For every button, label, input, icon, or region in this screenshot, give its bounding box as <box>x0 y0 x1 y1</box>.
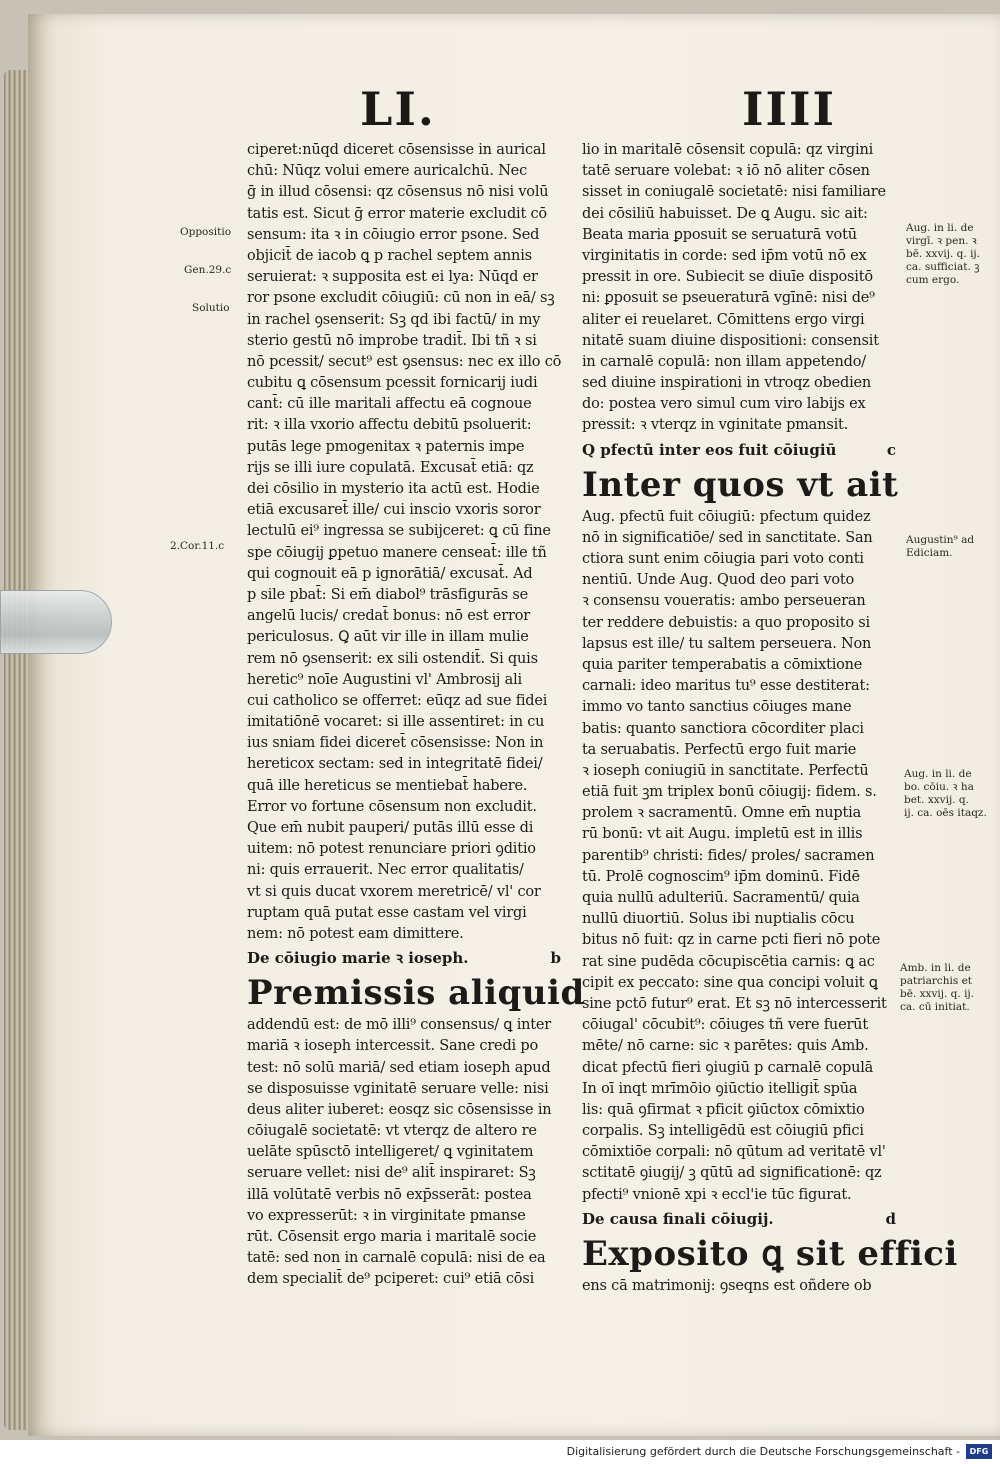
text-line: sctitatē ꝯiugij/ ꝫ qūtū ad significationē: qz <box>582 1165 882 1182</box>
text-line: ꝛ ioseph coniugiū in sanctitate. Perfectū <box>582 762 869 779</box>
bookmark-clip <box>0 590 112 654</box>
dfg-logo: DFG <box>966 1444 992 1459</box>
text-line: corpalis. Sꝫ intelligēdū est cōiugiū pfici <box>582 1123 864 1140</box>
text-line: seruare vellet: nisi de⁹ alit̄ inspiraret: Sꝫ <box>247 1165 536 1182</box>
text-line: lectulū ei⁹ ingressa se subijceret: ꝗ cū fine <box>247 523 551 540</box>
section-heading <box>247 945 569 971</box>
margin-note-right <box>904 768 987 820</box>
text-line: Aug. pfectū fuit cōiugiū: pfectum quidez <box>582 508 871 525</box>
text-line: sisset in coniugalē societatē: nisi familiare <box>582 184 886 201</box>
text-line: nō pcessit/ secut⁹ est ꝯsensus: nec ex illo cō <box>247 353 562 370</box>
margin-note-line: ca. cū initiat. <box>900 1001 970 1013</box>
text-line: qui cognouit eā p ignorātiā/ excusat̄. Ad <box>247 565 533 582</box>
text-line: se disposuisse vginitatē seruare velle: nisi <box>247 1080 549 1097</box>
section-heading-text: De cōiugio marie ꝛ ioseph. <box>247 949 469 968</box>
text-line: cui catholico se offerret: eūqz ad sue fidei <box>247 692 548 709</box>
footer-bar <box>0 1440 1000 1464</box>
text-line: periculosus. Ꝗ aūt vir ille in illam mulie <box>247 629 529 646</box>
text-line: test: nō solū mariā/ sed etiam ioseph apud <box>247 1059 551 1076</box>
text-line: dem specialit̄ de⁹ pciperet: cui⁹ etiā cōsi <box>247 1271 535 1288</box>
text-line: bitus nō fuit: qz in carne pcti fieri nō pote <box>582 932 881 949</box>
text-line: ꝛ consensu voueratis: ambo perseueran <box>582 593 866 610</box>
text-line: cōiugal' cōcubit⁹: cōiuges tñ vere fuerūt <box>582 1017 868 1034</box>
text-line: batis: quanto sanctiora cōcorditer placi <box>582 720 864 737</box>
text-line: prolem ꝛ sacramentū. Omne em̄ nuptia <box>582 805 862 822</box>
text-line: vt si quis ducat vxorem meretricē/ vl' cor <box>247 883 541 900</box>
folio-left: LI. <box>360 82 436 136</box>
text-line: ruptam quā putat esse castam vel virgi <box>247 904 527 921</box>
footer-credit: Digitalisierung gefördert durch die Deutsche Forschungsgemeinschaft - <box>566 1445 960 1458</box>
text-line: cubitu ꝗ cōsensum pcessit fornicarij iudi <box>247 375 538 392</box>
text-line: chū: Nūqz volui emere auricalchū. Nec <box>247 163 527 180</box>
margin-note-left: Oppositio <box>180 226 232 238</box>
text-line: cant̄: cū ille maritali affectu eā cognoue <box>247 396 532 413</box>
text-line: vo expresserūt: ꝛ in virginitate pmanse <box>247 1207 526 1224</box>
margin-note-line: Aug. in li. de <box>904 768 972 780</box>
margin-note-left: 2.Cor.11.c <box>170 540 225 552</box>
text-line: mēte/ nō carne: sic ꝛ parētes: quis Amb. <box>582 1038 869 1055</box>
margin-note-line: Ediciam. <box>906 547 953 559</box>
text-line: ctiora sunt enim cōiugia pari voto conti <box>582 551 864 567</box>
text-line: nem: nō potest eam dimittere. <box>247 925 464 942</box>
margin-note-line: Augustin⁹ ad <box>906 534 975 546</box>
section-heading-text: Q pfectū inter eos fuit cōiugiū <box>582 440 837 459</box>
text-line: nullū diuortiū. Solus ibi nuptialis cōcu <box>582 911 855 928</box>
text-line: rūt. Cōsensit ergo maria i maritalē socie <box>247 1229 537 1245</box>
text-line: lio in maritalē cōsensit copulā: qz virgini <box>582 142 874 158</box>
margin-note-line: ca. sufficiat. ꝫ <box>906 261 980 273</box>
margin-note-line: virgī. ꝛ pen. ꝛ <box>906 235 977 247</box>
text-line: rat sine pudēda cōcupiscētia carnis: ꝗ ac <box>582 953 875 970</box>
text-line: pressit: ꝛ vterqz in vginitate pmansit. <box>582 417 849 434</box>
margin-note-left: Solutio <box>192 302 230 314</box>
section-letter: b <box>550 949 561 968</box>
left-text-column <box>247 140 585 1291</box>
text-line: ni: ꝑposuit se pseueraturā vgīnē: nisi de⁹ <box>582 290 875 307</box>
text-line: nō in significatiōe/ sed in sanctitate. San <box>582 529 873 546</box>
text-line: ter reddere debuistis: a quo proposito si <box>582 614 870 631</box>
text-line: parentib⁹ christi: fides/ proles/ sacramen <box>582 847 875 864</box>
margin-note-line: bē. xxvij. q. ij. <box>906 248 981 260</box>
text-line: dicat pfectū fieri ꝯiugiū p carnalē copulā <box>582 1059 874 1076</box>
section-heading-text: De causa finali cōiugij. <box>582 1209 774 1228</box>
margin-note-line: ij. ca. oēs itaqz. <box>904 807 987 819</box>
text-line: heretic⁹ noīe Augustini vl' Ambrosij ali <box>247 671 522 688</box>
margin-note-right <box>906 222 980 287</box>
section-initial-line: Exposito ꝗ sit effici <box>582 1233 958 1274</box>
section-heading <box>582 1206 904 1232</box>
text-line: angelū lucis/ credat̄ bonus: nō est error <box>247 608 530 625</box>
margin-note-line: Amb. in li. de <box>900 962 971 974</box>
text-line: cipit ex peccato: sine qua concipi voluit ꝗ <box>582 974 878 991</box>
text-line: lapsus est ille/ tu saltem perseuera. Non <box>582 635 872 652</box>
text-line: uitem: nō potest renunciare priori ꝯditio <box>247 841 536 858</box>
text-line: quia pariter temperabatis a cōmixtione <box>582 656 863 673</box>
text-line: immo vo tanto sanctius cōiuges mane <box>582 699 852 716</box>
section-letter: d <box>885 1209 896 1228</box>
text-line: carnali: ideo maritus tu⁹ esse destiterat: <box>582 678 870 695</box>
text-line: Beata maria ꝑposuit se seruaturā votū <box>582 226 857 243</box>
text-line: quia nullū adulteriū. Sacramentū/ quia <box>582 890 860 906</box>
text-line: rū bonū: vt ait Augu. impletū est in illis <box>582 826 863 843</box>
text-line: ni: quis errauerit. Nec error qualitatis/ <box>247 862 524 879</box>
text-line: sterio gestū nō improbe tradit̄. Ibi tñ ꝛ si <box>247 332 537 349</box>
text-line: rem nō ꝯsenserit: ex sili ostendit̄. Si quis <box>247 650 538 667</box>
section-letter: c <box>886 440 896 459</box>
text-line: virginitatis in corde: sed ip̄m votū nō ex <box>582 247 867 264</box>
text-line: in rachel ꝯsenserit: Sꝫ qd ibi factū/ in my <box>247 311 541 328</box>
section-heading <box>582 437 904 463</box>
text-line: tatis est. Sicut ḡ error materie excludit cō <box>247 205 547 222</box>
text-line: aliter ei reuelaret. Cōmittens ergo virgi <box>582 311 865 328</box>
text-line: nitatē suam diuine dispositioni: consensit <box>582 332 879 349</box>
section-initial-line: Inter quos vt ait <box>582 464 899 505</box>
text-line: p sile pbat̄: Si em̄ diabol⁹ trāsfigurās se <box>247 586 529 603</box>
folio-right: IIII <box>742 82 837 136</box>
text-line: ta seruabatis. Perfectū ergo fuit marie <box>582 741 857 758</box>
text-line: etiā excusaret̄ ille/ cui inscio vxoris soror <box>247 502 541 519</box>
text-line: sed diuine inspirationi in vtroqz obedien <box>582 375 872 392</box>
text-line: lis: quā ꝯfirmat ꝛ pficit ꝯiūctox cōmixtio <box>582 1101 865 1118</box>
margin-note-line: bē. xxvij. q. ij. <box>900 988 975 1000</box>
text-line: rijs se illi iure copulatā. Excusat̄ etiā: qz <box>247 459 534 476</box>
text-line: objicit̄ de iacob ꝗ p rachel septem annis <box>247 247 532 264</box>
text-line: etiā fuit ꝫm triplex bonū cōiugij: fidem. s. <box>582 784 877 801</box>
text-line: Error vo fortune cōsensum non excludit. <box>247 798 537 815</box>
text-line: addendū est: de mō illi⁹ consensus/ ꝗ inter <box>247 1017 552 1034</box>
text-line: mariā ꝛ ioseph intercessit. Sane credi po <box>247 1038 538 1055</box>
text-line: ror psone excludit cōiugiū: cū non in eā/ sꝫ <box>247 290 555 307</box>
text-line: spe cōiugij ꝑpetuo manere censeat̄: ille tñ <box>247 544 547 561</box>
text-line: do: postea vero simul cum viro labijs ex <box>582 396 866 413</box>
text-line: in carnalē copulā: non illam appetendo/ <box>582 353 866 370</box>
margin-note-right <box>900 962 974 1014</box>
text-line: sine pctō futur⁹ erat. Et sꝫ nō intercesserit <box>582 995 887 1012</box>
text-line: ḡ in illud cōsensi: qz cōsensus nō nisi volū <box>247 184 549 201</box>
text-line: tatē seruare volebat: ꝛ iō nō aliter cōsen <box>582 163 870 180</box>
text-line: putās lege pmogenitax ꝛ paternis impe <box>247 438 525 455</box>
margin-note-line: bet. xxvij. q. <box>904 794 969 806</box>
margin-note-line: bo. cōiu. ꝛ ha <box>904 781 974 793</box>
text-line: In oī inqt mrīmōio ꝯiūctio itelligit̄ spūa <box>582 1080 858 1097</box>
text-line: tū. Prolē cognoscim⁹ ip̄m dominū. Fidē <box>582 868 860 885</box>
margin-note-left: Gen.29.c <box>184 264 232 276</box>
text-line: hereticox sectam: sed in integritatē fidei/ <box>247 756 543 773</box>
text-line: pfecti⁹ vnionē xpi ꝛ eccl'ie tūc figurat. <box>582 1186 852 1203</box>
text-line: dei cōsilio in mysterio ita actū est. Hodie <box>247 481 540 497</box>
text-line: uelāte spūsctō intelligeret/ ꝗ vginitatem <box>247 1144 534 1161</box>
margin-note-right <box>906 534 974 560</box>
text-line: cōmixtiōe corpali: nō qūtum ad veritatē vl' <box>582 1144 886 1161</box>
text-line: seruierat: ꝛ supposita est ei lya: Nūqd er <box>247 269 538 286</box>
text-line: deus aliter iuberet: eosqz sic cōsensisse in <box>247 1101 552 1118</box>
text-line: ciperet:nūqd diceret cōsensisse in aurical <box>247 142 546 158</box>
text-line: Que em̄ nubit pauperi/ putās illū esse di <box>247 820 534 836</box>
text-line: ens cā matrimonij: ꝯseqns est oñdere ob <box>582 1277 872 1294</box>
text-line: rit: ꝛ illa vxorio affectu debitū psoluerit: <box>247 417 532 434</box>
margin-note-line: cum ergo. <box>906 274 960 286</box>
text-line: dei cōsiliū habuisset. De ꝗ Augu. sic ait: <box>582 205 868 222</box>
text-line: nentiū. Unde Aug. Quod deo pari voto <box>582 572 855 589</box>
text-line: ius sniam fidei diceret̄ cōsensisse: Non in <box>247 735 544 752</box>
margin-note-line: patriarchis et <box>900 975 973 987</box>
margin-note-line: Aug. in li. de <box>906 222 974 234</box>
section-initial-line: Premissis aliquid <box>247 973 585 1014</box>
text-line: tatē: sed non in carnalē copulā: nisi de ea <box>247 1250 546 1267</box>
text-line: illā volūtatē verbis nō exp̄sserāt: postea <box>247 1186 532 1203</box>
text-line: cōiugalē societatē: vt vterqz de altero re <box>247 1123 537 1140</box>
text-line: sensum: ita ꝛ in cōiugio error psone. Sed <box>247 226 540 243</box>
text-line: pressit in ore. Subiecit se diuīe dispositō <box>582 269 873 286</box>
text-line: imitatiōnē vocaret: si ille assentiret: in cu <box>247 714 545 731</box>
text-line: quā ille hereticus se mentiebat̄ habere. <box>247 777 528 794</box>
